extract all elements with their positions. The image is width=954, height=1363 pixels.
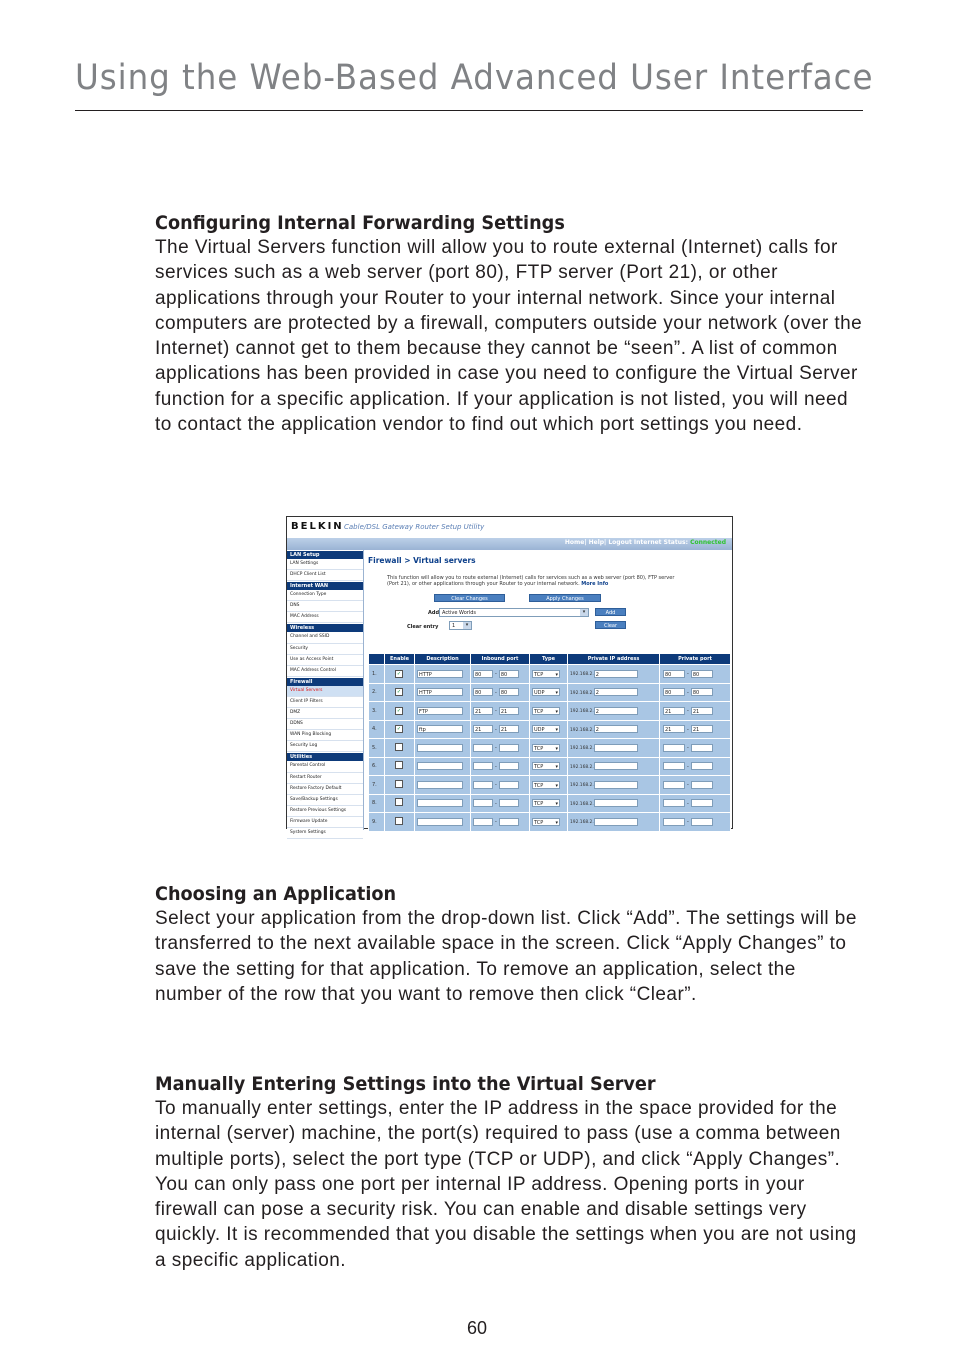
- section-body: Select your application from the drop-down list. Click “Add”. The settings will be transferred to the next available space in the screen. Click “Apply Changes” to save the setting for that application. To remove an application, select the number of the row that you want to remove then click “Clear”.: [155, 908, 857, 1005]
- description-cell: [415, 720, 471, 739]
- ip-prefix: 192.168.2.: [570, 709, 594, 715]
- description-cell: [415, 665, 471, 684]
- enable-checkbox[interactable]: [395, 798, 403, 806]
- inbound-port-end[interactable]: [499, 799, 519, 807]
- intro-body: This function will allow you to route external (Internet) calls for services such as a web server (port 80), FTP server (Port 21), or other applications through your Router to your internal network.: [387, 575, 675, 588]
- type-value: UDP: [534, 690, 545, 697]
- column-header: Description: [415, 654, 471, 665]
- router-main: [365, 550, 732, 830]
- description-input[interactable]: HTTP: [417, 670, 463, 678]
- router-sidebar: [287, 550, 364, 835]
- private-ip-cell: [568, 776, 660, 795]
- chevron-down-icon: ▾: [555, 690, 558, 697]
- sidebar-item[interactable]: DHCP Client List: [287, 570, 363, 581]
- sidebar-item[interactable]: System Settings: [287, 828, 363, 839]
- clear-button[interactable]: Clear: [595, 621, 626, 629]
- enable-cell: [385, 720, 415, 739]
- type-select[interactable]: [532, 725, 560, 733]
- type-select[interactable]: [532, 744, 560, 752]
- enable-cell: [385, 739, 415, 758]
- sidebar-group: Firewall: [287, 678, 363, 686]
- private-port-cell: [660, 665, 731, 684]
- internet-status: Connected: [690, 539, 726, 546]
- row-number: 9.: [369, 813, 385, 832]
- description-input[interactable]: [417, 744, 463, 752]
- chevron-down-icon: ▾: [463, 622, 471, 629]
- chevron-down-icon: ▾: [555, 764, 558, 771]
- table-header: [369, 654, 731, 665]
- inbound-port-start[interactable]: 80: [473, 670, 493, 678]
- row-number: 4.: [369, 720, 385, 739]
- sidebar-item[interactable]: Restore Previous Settings: [287, 806, 363, 817]
- ip-prefix: 192.168.2.: [570, 746, 594, 752]
- sidebar-group: Utilities: [287, 753, 363, 761]
- type-cell: [530, 720, 568, 739]
- type-cell: [530, 794, 568, 813]
- table-row: [369, 739, 731, 758]
- column-header: Enable: [385, 654, 415, 665]
- table-row: [369, 702, 731, 721]
- sidebar-item[interactable]: Save/Backup Settings: [287, 795, 363, 806]
- private-port-end[interactable]: [691, 762, 713, 770]
- column-header: Inbound port: [471, 654, 530, 665]
- inbound-port-start[interactable]: [473, 744, 493, 752]
- chevron-down-icon: ▾: [555, 671, 558, 678]
- private-port-start[interactable]: 21: [663, 725, 685, 733]
- sidebar-item[interactable]: MAC Address Control: [287, 666, 363, 677]
- table-row: [369, 776, 731, 795]
- enable-cell: [385, 794, 415, 813]
- port-range-dash: -: [687, 708, 689, 715]
- private-ip-cell: [568, 813, 660, 832]
- top-links[interactable]: [565, 539, 726, 546]
- port-range-dash: -: [495, 782, 497, 789]
- description-input[interactable]: [417, 818, 463, 826]
- type-value: TCP: [534, 819, 544, 826]
- private-port-start[interactable]: [663, 799, 685, 807]
- private-ip-cell: [568, 757, 660, 776]
- sidebar-group: Internet WAN: [287, 582, 363, 590]
- sidebar-item[interactable]: Use as Access Point: [287, 655, 363, 666]
- private-port-end[interactable]: [691, 744, 713, 752]
- type-select[interactable]: [532, 688, 560, 696]
- private-ip-input[interactable]: 2: [594, 707, 638, 715]
- private-port-cell: [660, 813, 731, 832]
- description-cell: [415, 702, 471, 721]
- private-ip-cell: [568, 794, 660, 813]
- type-select[interactable]: [532, 818, 560, 826]
- ip-prefix: 192.168.2.: [570, 690, 594, 696]
- private-port-cell: [660, 794, 731, 813]
- sidebar-item[interactable]: MAC Address: [287, 612, 363, 623]
- type-cell: [530, 665, 568, 684]
- row-number: 1.: [369, 665, 385, 684]
- private-ip-cell: [568, 702, 660, 721]
- section-body: To manually enter settings, enter the IP address in the space provided for the internal (server) machine, the port(s) required to pass (use a comma between multiple ports), select the port type (TCP or UDP), and click “Apply Changes”. You can only pass one port per internal IP address. Opening ports in your firewall can pose a security risk. You can enable and disable settings very quickly. It is recommended that you disable the settings when you are not using a specific application.: [155, 1098, 857, 1271]
- section-heading: Configuring Internal Forwarding Settings: [155, 212, 565, 234]
- private-ip-input[interactable]: [594, 781, 638, 789]
- row-number: 6.: [369, 757, 385, 776]
- clear-changes-button[interactable]: Clear Changes: [434, 594, 505, 602]
- description-cell: [415, 757, 471, 776]
- enable-checkbox[interactable]: [395, 743, 403, 751]
- private-port-cell: [660, 757, 731, 776]
- sidebar-group: Wireless: [287, 624, 363, 632]
- port-range-dash: -: [687, 671, 689, 678]
- section-heading: Manually Entering Settings into the Virtual Server: [155, 1073, 656, 1095]
- chevron-down-icon: ▾: [555, 727, 558, 734]
- port-range-dash: -: [687, 763, 689, 770]
- ip-prefix: 192.168.2.: [570, 801, 594, 807]
- row-number: 8.: [369, 794, 385, 813]
- port-range-dash: -: [687, 782, 689, 789]
- private-port-end[interactable]: [691, 781, 713, 789]
- router-topbar: [287, 538, 732, 550]
- ip-prefix: 192.168.2.: [570, 727, 594, 733]
- type-value: TCP: [534, 782, 544, 789]
- inbound-port-cell: [471, 813, 530, 832]
- private-port-start[interactable]: [663, 781, 685, 789]
- description-input[interactable]: HTTP: [417, 688, 463, 696]
- section-manual: [155, 1072, 865, 1273]
- port-range-dash: -: [495, 745, 497, 752]
- inbound-port-end[interactable]: [499, 781, 519, 789]
- private-port-cell: [660, 776, 731, 795]
- description-input[interactable]: [417, 799, 463, 807]
- type-value: TCP: [534, 764, 544, 771]
- private-port-cell: [660, 683, 731, 702]
- sidebar-group: LAN Setup: [287, 551, 363, 559]
- type-cell: [530, 739, 568, 758]
- sidebar-item[interactable]: Channel and SSID: [287, 632, 363, 643]
- private-port-start[interactable]: 80: [663, 670, 685, 678]
- enable-checkbox[interactable]: ✓: [396, 707, 402, 714]
- port-range-dash: -: [495, 819, 497, 826]
- chevron-down-icon: ▾: [555, 745, 558, 752]
- type-value: TCP: [534, 671, 544, 678]
- inbound-port-cell: [471, 739, 530, 758]
- sidebar-item[interactable]: DNS: [287, 601, 363, 612]
- sidebar-item[interactable]: Restore Factory Default: [287, 784, 363, 795]
- description-cell: [415, 813, 471, 832]
- enable-checkbox[interactable]: ✓: [396, 670, 402, 677]
- type-select[interactable]: [532, 670, 560, 678]
- description-input[interactable]: [417, 762, 463, 770]
- inbound-port-cell: [471, 683, 530, 702]
- row-number: 3.: [369, 702, 385, 721]
- column-header: Private port: [660, 654, 731, 665]
- inbound-port-start[interactable]: [473, 818, 493, 826]
- inbound-port-start[interactable]: 21: [473, 707, 493, 715]
- type-value: TCP: [534, 801, 544, 808]
- sidebar-item[interactable]: Security Log: [287, 741, 363, 752]
- inbound-port-cell: [471, 665, 530, 684]
- enable-cell: [385, 776, 415, 795]
- add-label: Add: [428, 610, 440, 616]
- enable-cell: [385, 683, 415, 702]
- table-row: [369, 665, 731, 684]
- type-select[interactable]: [532, 799, 560, 807]
- inbound-port-cell: [471, 794, 530, 813]
- inbound-port-end[interactable]: 21: [499, 725, 519, 733]
- enable-checkbox[interactable]: [395, 780, 403, 788]
- section-body: The Virtual Servers function will allow you to route external (Internet) calls for services such as a web server (port 80), FTP server (Port 21), or other applications through your Router to your internal network. Since your internal computers are protected by a firewall, computers outside your network (over the Internet) cannot get to them because they cannot be “seen”. A list of common applications has been provided in case you need to configure the Virtual Server function for a specific application. If your application is not listed, you will need to contact the application vendor to find out which port settings you need.: [155, 237, 863, 436]
- router-header: [287, 517, 732, 539]
- type-select[interactable]: [532, 762, 560, 770]
- inbound-port-start[interactable]: [473, 762, 493, 770]
- private-port-start[interactable]: [663, 744, 685, 752]
- private-ip-input[interactable]: 2: [594, 688, 638, 696]
- belkin-logo: BELKIN: [291, 521, 344, 532]
- section-choosing: [155, 882, 865, 1007]
- virtual-servers-table: [368, 653, 731, 832]
- inbound-port-end[interactable]: [499, 744, 519, 752]
- private-port-start[interactable]: 21: [663, 707, 685, 715]
- port-range-dash: -: [687, 819, 689, 826]
- port-range-dash: -: [495, 708, 497, 715]
- chevron-down-icon: ▾: [555, 708, 558, 715]
- private-port-end[interactable]: 80: [691, 670, 713, 678]
- more-info-link[interactable]: More Info: [581, 581, 609, 588]
- sidebar-item[interactable]: DDNS: [287, 719, 363, 730]
- enable-checkbox[interactable]: ✓: [396, 689, 402, 696]
- private-port-end[interactable]: 21: [691, 725, 713, 733]
- private-port-end[interactable]: [691, 799, 713, 807]
- private-ip-input[interactable]: [594, 762, 638, 770]
- private-ip-input[interactable]: [594, 799, 638, 807]
- type-cell: [530, 683, 568, 702]
- router-screenshot: [286, 516, 733, 835]
- private-port-cell: [660, 720, 731, 739]
- column-header: Private IP address: [568, 654, 660, 665]
- type-cell: [530, 757, 568, 776]
- type-select[interactable]: [532, 781, 560, 789]
- inbound-port-start[interactable]: [473, 799, 493, 807]
- description-input[interactable]: FTP: [417, 707, 463, 715]
- private-ip-cell: [568, 683, 660, 702]
- enable-checkbox[interactable]: [395, 817, 403, 825]
- inbound-port-end[interactable]: 80: [499, 688, 519, 696]
- row-number: 2.: [369, 683, 385, 702]
- port-range-dash: -: [495, 671, 497, 678]
- port-range-dash: -: [687, 745, 689, 752]
- table-row: [369, 683, 731, 702]
- chevron-down-icon: ▾: [555, 782, 558, 789]
- chevron-down-icon: ▾: [555, 819, 558, 826]
- clear-entry-value: 1: [452, 623, 456, 629]
- row-number: 5.: [369, 739, 385, 758]
- sidebar-item[interactable]: Parental Control: [287, 761, 363, 772]
- sidebar-item[interactable]: WAN Ping Blocking: [287, 730, 363, 741]
- description-cell: [415, 739, 471, 758]
- type-cell: [530, 702, 568, 721]
- type-value: UDP: [534, 727, 545, 734]
- sidebar-item[interactable]: Connection Type: [287, 590, 363, 601]
- private-port-start[interactable]: 80: [663, 688, 685, 696]
- inbound-port-cell: [471, 776, 530, 795]
- sidebar-item[interactable]: Client IP Filters: [287, 697, 363, 708]
- private-ip-cell: [568, 739, 660, 758]
- type-cell: [530, 813, 568, 832]
- port-range-dash: -: [495, 689, 497, 696]
- ip-prefix: 192.168.2.: [570, 783, 594, 789]
- row-number: 7.: [369, 776, 385, 795]
- inbound-port-cell: [471, 757, 530, 776]
- sidebar-item[interactable]: DMZ: [287, 708, 363, 719]
- inbound-port-end[interactable]: 80: [499, 670, 519, 678]
- clear-entry-label: Clear entry: [407, 624, 439, 630]
- enable-cell: [385, 813, 415, 832]
- private-port-end[interactable]: [691, 818, 713, 826]
- private-port-end[interactable]: 21: [691, 707, 713, 715]
- inbound-port-end[interactable]: 21: [499, 707, 519, 715]
- enable-cell: [385, 757, 415, 776]
- inbound-port-start[interactable]: 21: [473, 725, 493, 733]
- inbound-port-start[interactable]: 80: [473, 688, 493, 696]
- type-value: TCP: [534, 745, 544, 752]
- port-range-dash: -: [687, 800, 689, 807]
- private-ip-input[interactable]: [594, 818, 638, 826]
- private-ip-input[interactable]: 2: [594, 670, 638, 678]
- table-body: [369, 665, 731, 832]
- enable-cell: [385, 702, 415, 721]
- table-row: [369, 813, 731, 832]
- enable-checkbox[interactable]: [395, 761, 403, 769]
- private-ip-cell: [568, 720, 660, 739]
- description-cell: [415, 683, 471, 702]
- type-cell: [530, 776, 568, 795]
- page-number: 60: [466, 1318, 488, 1338]
- enable-checkbox[interactable]: ✓: [396, 726, 402, 733]
- port-range-dash: -: [687, 726, 689, 733]
- inbound-port-cell: [471, 720, 530, 739]
- application-select-value: Active Worlds: [442, 610, 476, 616]
- table-row: [369, 757, 731, 776]
- column-header: Type: [530, 654, 568, 665]
- title-rule: [75, 110, 863, 111]
- sidebar-item[interactable]: LAN Settings: [287, 559, 363, 570]
- add-button[interactable]: Add: [595, 608, 626, 616]
- table-row: [369, 794, 731, 813]
- description-cell: [415, 776, 471, 795]
- description-input[interactable]: ftp: [417, 725, 463, 733]
- top-links-text[interactable]: Home| Help| Logout Internet Status:: [564, 539, 688, 546]
- table-row: [369, 720, 731, 739]
- description-cell: [415, 794, 471, 813]
- private-port-cell: [660, 702, 731, 721]
- private-port-start[interactable]: [663, 818, 685, 826]
- ip-prefix: 192.168.2.: [570, 764, 594, 770]
- description-input[interactable]: [417, 781, 463, 789]
- type-select[interactable]: [532, 707, 560, 715]
- private-ip-input[interactable]: 2: [594, 725, 638, 733]
- inbound-port-end[interactable]: [499, 818, 519, 826]
- chevron-down-icon: ▾: [555, 801, 558, 808]
- private-ip-input[interactable]: [594, 744, 638, 752]
- intro-text: [387, 575, 687, 588]
- sidebar-item[interactable]: Restart Router: [287, 773, 363, 784]
- page-title: Using the Web-Based Advanced User Interface: [75, 58, 874, 98]
- private-port-cell: [660, 739, 731, 758]
- private-port-start[interactable]: [663, 762, 685, 770]
- apply-changes-button[interactable]: Apply Changes: [529, 594, 601, 602]
- section-heading: Choosing an Application: [155, 883, 397, 905]
- port-range-dash: -: [495, 726, 497, 733]
- column-header: [369, 654, 385, 665]
- port-range-dash: -: [495, 763, 497, 770]
- application-select[interactable]: [439, 608, 589, 617]
- ip-prefix: 192.168.2.: [570, 672, 594, 678]
- type-value: TCP: [534, 708, 544, 715]
- inbound-port-cell: [471, 702, 530, 721]
- private-port-end[interactable]: 80: [691, 688, 713, 696]
- section-configuring: [155, 211, 865, 437]
- utility-name: Cable/DSL Gateway Router Setup Utility: [344, 523, 485, 531]
- inbound-port-start[interactable]: [473, 781, 493, 789]
- ip-prefix: 192.168.2.: [570, 820, 594, 826]
- sidebar-item[interactable]: Security: [287, 644, 363, 655]
- inbound-port-end[interactable]: [499, 762, 519, 770]
- enable-cell: [385, 665, 415, 684]
- port-range-dash: -: [687, 689, 689, 696]
- port-range-dash: -: [495, 800, 497, 807]
- private-ip-cell: [568, 665, 660, 684]
- clear-entry-select[interactable]: [449, 621, 472, 630]
- chevron-down-icon: ▾: [580, 609, 588, 616]
- sidebar-item[interactable]: Firmware Update: [287, 817, 363, 828]
- breadcrumb: Firewall > Virtual servers: [368, 556, 476, 565]
- sidebar-item[interactable]: Virtual Servers: [287, 686, 363, 697]
